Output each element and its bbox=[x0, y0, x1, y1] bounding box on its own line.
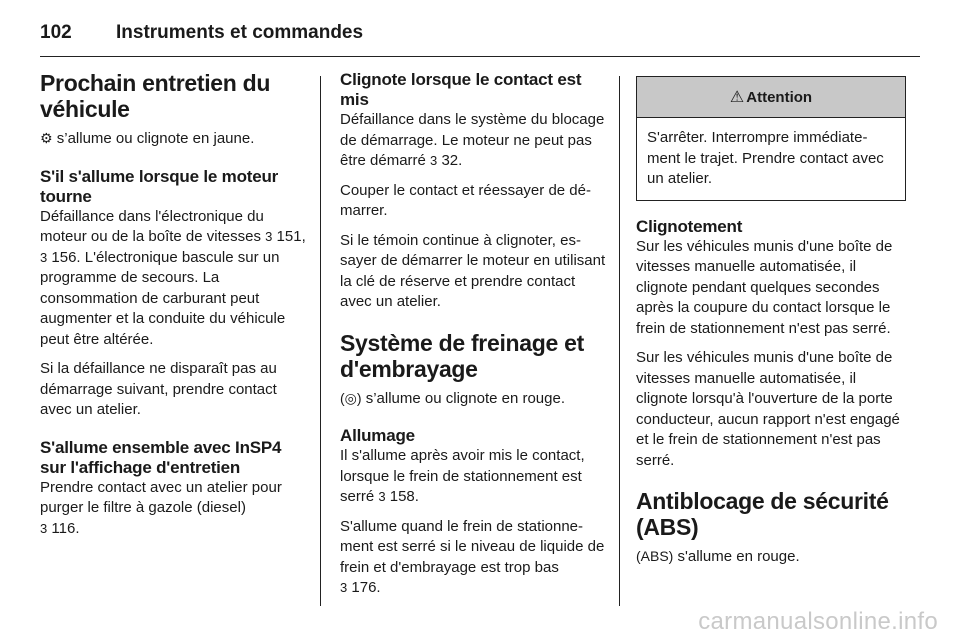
page-ref-icon: 3 bbox=[430, 153, 438, 168]
paragraph: Sur les véhicules munis d'une boîte de vitesses manuelle automatisée, il clignote lorsqu'à l'ouverture de la porte conducteur, aucun rapport n'est engagé et le frein de stationnement n'est pas serré. bbox=[636, 349, 900, 469]
section-title-abs: Antiblocage de sécurité (ABS) bbox=[636, 488, 889, 540]
section-title-brakes: Système de freinage et d'embrayage bbox=[340, 329, 584, 382]
paragraph: Défaillance dans le système du blocage de démarrage. Le moteur ne peut pas être démarré 3 32. bbox=[340, 111, 605, 169]
subheading-clignotement: Clignotement bbox=[636, 216, 743, 236]
subheading-ignition-blink: Clignote lorsque le contact est mis bbox=[340, 70, 582, 109]
page-ref-icon: 3 bbox=[265, 229, 273, 244]
column-divider-1 bbox=[320, 76, 321, 606]
paragraph: Prendre contact avec un atelier pour purger le filtre à gazole (diesel) 3 116. bbox=[40, 478, 282, 537]
attention-header bbox=[637, 77, 905, 118]
page-number: 102 bbox=[40, 22, 72, 43]
header-divider bbox=[40, 56, 920, 57]
column-2 bbox=[340, 70, 608, 608]
subheading-engine-running: S'il s'allume lorsque le moteur tourne bbox=[40, 166, 279, 206]
page-header bbox=[40, 18, 920, 48]
attention-text: S'arrêter. Interrompre immédiatement le trajet. Prendre contact avec un atelier. bbox=[647, 129, 884, 187]
section-title-service: Prochain entretien du véhicule bbox=[40, 70, 271, 122]
attention-title: Attention bbox=[746, 88, 813, 106]
column-3 bbox=[636, 70, 906, 577]
paragraph: Défaillance dans l'électronique du moteur ou de la boîte de vitesses 3 151, 3 156. L'électronique bascule sur un programme de secours. La consommation de carburant peut augmenter et la conduite du véhicule peut être altérée. bbox=[40, 207, 306, 348]
page-ref-icon: 3 bbox=[340, 580, 348, 595]
chapter-title: Instruments et commandes bbox=[116, 22, 364, 43]
column-divider-2 bbox=[619, 76, 620, 606]
attention-body bbox=[637, 118, 905, 200]
paragraph: S'allume quand le frein de stationnement est serré si le niveau de liquide de frein et d'embrayage est trop bas 3 176. bbox=[340, 517, 605, 596]
paragraph: Si le témoin continue à clignoter, essayer de démarrer le moteur en utilisant la clé de réserve et prendre contact avec un atelier. bbox=[340, 231, 606, 310]
paragraph: Si la défaillance ne disparaît pas au démarrage suivant, prendre contact avec un atelier. bbox=[40, 360, 277, 418]
page-ref-icon: 3 bbox=[40, 249, 48, 265]
engine-warning-icon: ⚙ bbox=[40, 130, 53, 146]
subheading-insp4: S'allume ensemble avec InSP4 sur l'affichage d'entretien bbox=[40, 437, 282, 477]
paragraph: Il s'allume après avoir mis le contact, lorsque le frein de stationnement est serré 3 158. bbox=[340, 447, 585, 505]
subheading-allumage: Allumage bbox=[340, 426, 415, 445]
warning-triangle-icon: ⚠ bbox=[729, 89, 745, 106]
brake-warning-icon: (◎) bbox=[340, 389, 362, 406]
paragraph: (◎) s’allume ou clignote en rouge. bbox=[340, 389, 566, 407]
column-1 bbox=[40, 70, 308, 548]
paragraph: (ABS) s'allume en rouge. bbox=[636, 548, 800, 565]
paragraph: ⚙ s’allume ou clignote en jaune. bbox=[40, 130, 255, 147]
page-ref-icon: 3 bbox=[40, 520, 48, 536]
paragraph: Sur les véhicules munis d'une boîte de vitesses manuelle automatisée, il clignote pendant quelques secondes après la coupure du contact lorsque le frein de stationnement n'est pas serré. bbox=[636, 237, 893, 337]
abs-warning-icon: (ABS) bbox=[636, 548, 674, 564]
attention-box bbox=[636, 76, 906, 201]
paragraph: Couper le contact et réessayer de démarrer. bbox=[340, 181, 591, 219]
page-ref-icon: 3 bbox=[378, 489, 386, 504]
watermark: carmanualsonline.info bbox=[698, 608, 938, 635]
